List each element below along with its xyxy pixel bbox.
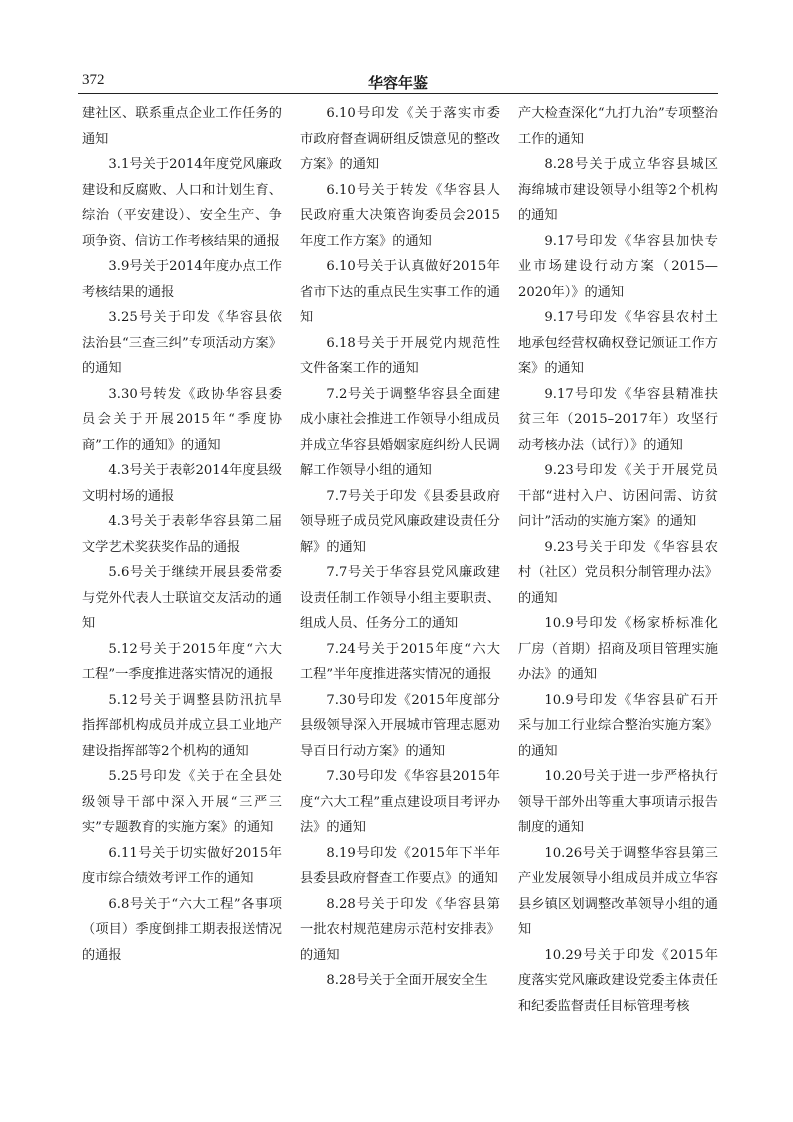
document-entry: 9.17号印发《华容县农村土地承包经营权确权登记颁证工作方案》的通知 — [518, 310, 718, 376]
document-entry: 9.23号关于印发《华容县农村（社区）党员积分制管理办法》的通知 — [518, 539, 718, 606]
running-title: 华容年鉴 — [367, 74, 428, 92]
document-entry: 7.24号关于2015年度“六大工程”半年度推进落实情况的通报 — [300, 641, 500, 682]
document-entry: 5.12号关于调整县防汛抗旱指挥部机构成员并成立县工业地产建设指挥部等2个机构的通知 — [82, 692, 282, 759]
document-entry: 4.3号关于表彰华容县第二届文学艺术奖获奖作品的通报 — [82, 514, 282, 555]
document-entry: 7.30号印发《华容县2015年度“六大工程”重点建设项目考评办法》的通知 — [300, 769, 500, 835]
document-entry: 10.20号关于进一步严格执行领导干部外出等重大事项请示报告制度的通知 — [518, 769, 718, 835]
document-entry: 9.17号印发《华容县精准扶贫三年（2015–2017年）攻坚行动考核办法（试行）》的通知 — [518, 386, 718, 453]
document-entry: 9.23号印发《关于开展党员干部“进村入户、访困问需、访贫问计”活动的实施方案》的通知 — [518, 463, 718, 529]
document-entry: 3.25号关于印发《华容县依法治县“三查三纠”专项活动方案》的通知 — [82, 310, 282, 376]
document-entry: 6.10号印发《关于落实市委市政府督查调研组反馈意见的整改方案》的通知 — [300, 106, 500, 172]
document-entry: 10.9号印发《华容县矿石开采与加工行业综合整治实施方案》的通知 — [518, 692, 718, 759]
document-entry: 8.28号关于成立华容县城区海绵城市建设领导小组等2个机构的通知 — [518, 157, 718, 223]
document-entry: 6.11号关于切实做好2015年度市综合绩效考评工作的通知 — [82, 845, 282, 886]
document-entry: 7.30号印发《2015年度部分县级领导深入开展城市管理志愿劝导百日行动方案》的通知 — [300, 692, 500, 759]
text-column-2 — [300, 101, 500, 994]
document-entry: 8.28号关于全面开展安全生 — [326, 973, 488, 988]
document-entry: 6.18号关于开展党内规范性文件备案工作的通知 — [300, 335, 500, 376]
document-entry: 6.10号关于认真做好2015年省市下达的重点民生实事工作的通知 — [300, 259, 500, 325]
document-entry: 10.26号关于调整华容县第三产业发展领导小组成员并成立华容县乡镇区划调整改革领导小组的通知 — [518, 845, 718, 937]
document-entry: 8.28号关于印发《华容县第一批农村规范建房示范村安排表》的通知 — [300, 896, 500, 963]
document-entry: 10.9号印发《杨家桥标准化厂房（首期）招商及项目管理实施办法》的通知 — [518, 616, 718, 682]
text-column-3 — [518, 101, 718, 1019]
page-number: 372 — [82, 72, 105, 88]
document-entry: 7.2号关于调整华容县全面建成小康社会推进工作领导小组成员并成立华容县婚姻家庭纠纷人民调解工作领导小组的通知 — [300, 386, 500, 478]
document-entry: 7.7号关于印发《县委县政府领导班子成员党风廉政建设责任分解》的通知 — [300, 488, 500, 555]
document-entry: 10.29号关于印发《2015年度落实党风廉政建设党委主体责任和纪委监督责任目标管理考核 — [518, 947, 718, 1014]
document-entry: 5.25号印发《关于在全县处级领导干部中深入开展“三严三实”专题教育的实施方案》的通知 — [82, 769, 282, 835]
document-entry: 7.7号关于华容县党风廉政建设责任制工作领导小组主要职责、组成人员、任务分工的通知 — [300, 565, 500, 631]
document-entry: 3.1号关于2014年度党风廉政建设和反腐败、人口和计划生育、综治（平安建设）、安全生产、争项争资、信访工作考核结果的通报 — [82, 157, 282, 249]
document-entry: 4.3号关于表彰2014年度县级文明村场的通报 — [82, 463, 282, 504]
document-entry: 5.6号关于继续开展县委常委与党外代表人士联谊交友活动的通知 — [82, 565, 282, 631]
document-entry: 6.10号关于转发《华容县人民政府重大决策咨询委员会2015年度工作方案》的通知 — [300, 182, 500, 249]
document-entry: 建社区、联系重点企业工作任务的通知 — [82, 106, 282, 147]
page-header — [78, 72, 718, 94]
document-entry: 3.30号转发《政协华容县委员会关于开展2015年“季度协商”工作的通知》的通知 — [82, 386, 282, 453]
text-column-1 — [82, 101, 282, 968]
document-entry: 5.12号关于2015年度“六大工程”一季度推进落实情况的通报 — [82, 641, 282, 682]
document-entry: 6.8号关于“六大工程”各事项（项目）季度倒排工期表报送情况的通报 — [82, 896, 282, 963]
document-entry: 产大检查深化“九打九治”专项整治工作的通知 — [518, 106, 718, 147]
header-rule — [78, 93, 718, 94]
document-entry: 8.19号印发《2015年下半年县委县政府督查工作要点》的通知 — [300, 845, 500, 886]
document-entry: 3.9号关于2014年度办点工作考核结果的通报 — [82, 259, 282, 300]
document-entry: 9.17号印发《华容县加快专业市场建设行动方案（2015—2020年）》的通知 — [518, 233, 718, 300]
